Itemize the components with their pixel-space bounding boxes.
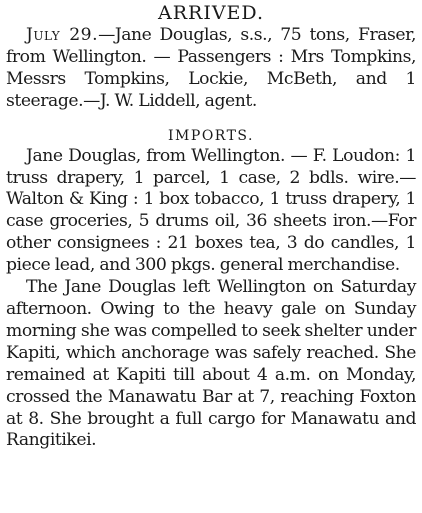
imports-heading: IMPORTS.	[168, 127, 254, 144]
narrative-paragraph: The Jane Douglas left Wellington on Saturday afternoon. Owing to the heavy gale on Sunday morning she was compelled to seek shelter under Kapiti, which anchorage was safely reached. She remained at Kapiti till about 4 a.m. on Monday, crossed the Manawatu Bar at 7, reaching Foxton at 8. She brought a full cargo for Manawatu and Rangitikei.	[6, 277, 416, 451]
arrived-heading: ARRIVED.	[157, 2, 265, 24]
arrived-paragraph	[6, 25, 416, 113]
arrived-text: —Jane Douglas, s.s., 75 tons, Fraser, from Wellington. — Passengers : Mrs Tompkins, Messrs Tompkins, Lockie, McBeth, and 1 steerage.—J. W. Liddell, agent.	[6, 25, 416, 111]
arrived-date: July 29.	[26, 25, 99, 45]
imports-paragraph: Jane Douglas, from Wellington. — F. Loudon: 1 truss drapery, 1 parcel, 1 case, 2 bdls. wire.—Walton & King : 1 box tobacco, 1 truss drapery, 1 case groceries, 5 drums oil, 36 sheets iron.—For other consignees : 21 boxes tea, 3 do candles, 1 piece lead, and 300 pkgs. general merchandise.	[6, 145, 416, 276]
